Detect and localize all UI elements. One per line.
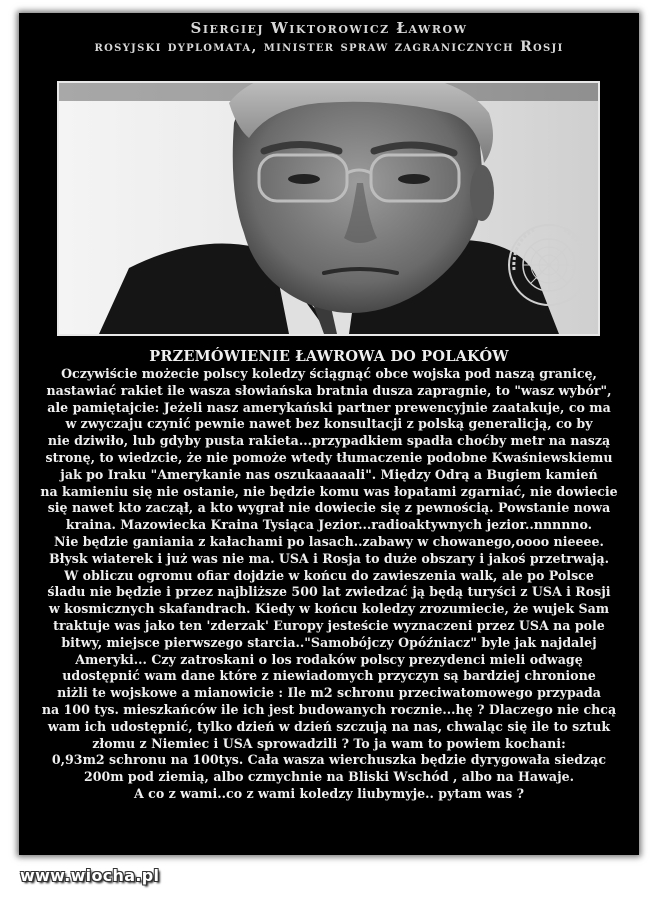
person-role: rosyjski dyplomata, minister spraw zagranicznych Rosji [94, 39, 564, 55]
article-line: na kamieniu się nie ostanie, nie będzie komu was łopatami zgarniać, nie dowiecie [40, 483, 618, 499]
article-title: PRZEMÓWIENIE ŁAWROWA DO POLAKÓW [149, 348, 509, 365]
article-line: jak po Iraku "Amerykanie nas oszukaaaaali". Między Odrą a Bugiem kamień [60, 466, 598, 482]
portrait-photo [57, 81, 600, 336]
article-line: W obliczu ogromu ofiar dojdzie w końcu do zawieszenia walk, ale po Polsce [64, 567, 594, 583]
article-line: Oczywiście możecie polscy koledzy ściągnąć obce wojska pod naszą granicę, [61, 366, 597, 381]
poster [19, 13, 639, 855]
article-line: Nie będzie ganiania z kałachami po lasach..zabawy w chowanego,oooo nieeee. [54, 533, 604, 549]
article-line: wam ich udostępnić, tylko dzień w dzień szczują na nas, chwaląc się ile to sztuk [47, 718, 611, 734]
article-line: w zwyczaju czynić pewnie nawet bez konsultacji z polską generalicją, co by [65, 416, 593, 432]
article-line: 0,93m2 schronu na 100tys. Cała wasza wierchuszka będzie dyrygowała siedząc [51, 752, 607, 768]
article-body [19, 366, 639, 803]
article-line: kraina. Mazowiecka Kraina Tysiąca Jezior...radioaktywnych jezior..nnnnno. [65, 517, 593, 533]
article-line: traktuje was jako ten 'zderzak' Europy jesteście wyznaczeni przez USA na pole [53, 617, 605, 633]
article-line: Ameryki... Czy zatroskani o los rodaków polscy prezydenci mieli odwagę [75, 651, 583, 667]
header [19, 19, 639, 57]
article-line: 200m pod ziemią, albo czmychnie na Bliski Wschód , albo na Hawaje. [83, 769, 575, 785]
article-line: bitwy, miejsce pierwszego starcia.."Samobójczy Opóźniacz" byle jak najdalej [61, 634, 597, 650]
article-line: ale pamiętajcie: Jeżeli nasz amerykański partner prewencyjnie zaatakuje, co ma [47, 399, 611, 415]
article-line: na 100 tys. mieszkańców ile ich jest budowanych rocznie...hę ? Dlaczego nie chcą [41, 701, 617, 717]
article-line: udostępnić wam dane które z niewiadomych przyczyn są bardziej chronione [62, 668, 596, 684]
article-line: niżli te wojskowe a mianowicie : Ile m2 schronu przeciwatomowego przypada [57, 685, 601, 701]
article-line: w kosmicznych skafandrach. Kiedy w końcu koledzy zrozumiecie, że wujek Sam [48, 601, 610, 617]
person-name: Siergiej Wiktorowicz Ławrow [190, 19, 468, 37]
article-line: nie dziwiło, lub gdyby pusta rakieta...przypadkiem spadła choćby metr na naszą [47, 433, 611, 449]
article-line: Błysk wiaterek i już was nie ma. USA i Rosja to duże obszary i jakoś przetrwają. [48, 550, 610, 566]
article-line: stronę, to wiedzcie, że nie pomoże wtedy tłumaczenie podobne Kwaśniewskiemu [45, 449, 613, 465]
article-line: śladu nie będzie i przez najbliższe 500 lat zwiedzać ją będą turyści z USA i Rosji [47, 584, 611, 600]
un-style-seal-icon [506, 222, 592, 308]
article-line: się nawet kto zaczął, a kto wygrał nie dowiecie się z pewnością. Powstanie nowa [47, 500, 611, 516]
article-line: nastawiać rakiet ile wasza słowiańska bratnia dusza zapragnie, to "wasz wybór", [46, 382, 612, 398]
site-watermark: www.wiocha.pl [20, 866, 160, 885]
speech-article [19, 347, 639, 803]
article-line: A co z wami..co z wami koledzy liubymyje.. pytam was ? [134, 785, 524, 801]
article-line: złomu z Niemiec i USA sprowadzili ? To ja wam to powiem kochani: [92, 735, 566, 751]
